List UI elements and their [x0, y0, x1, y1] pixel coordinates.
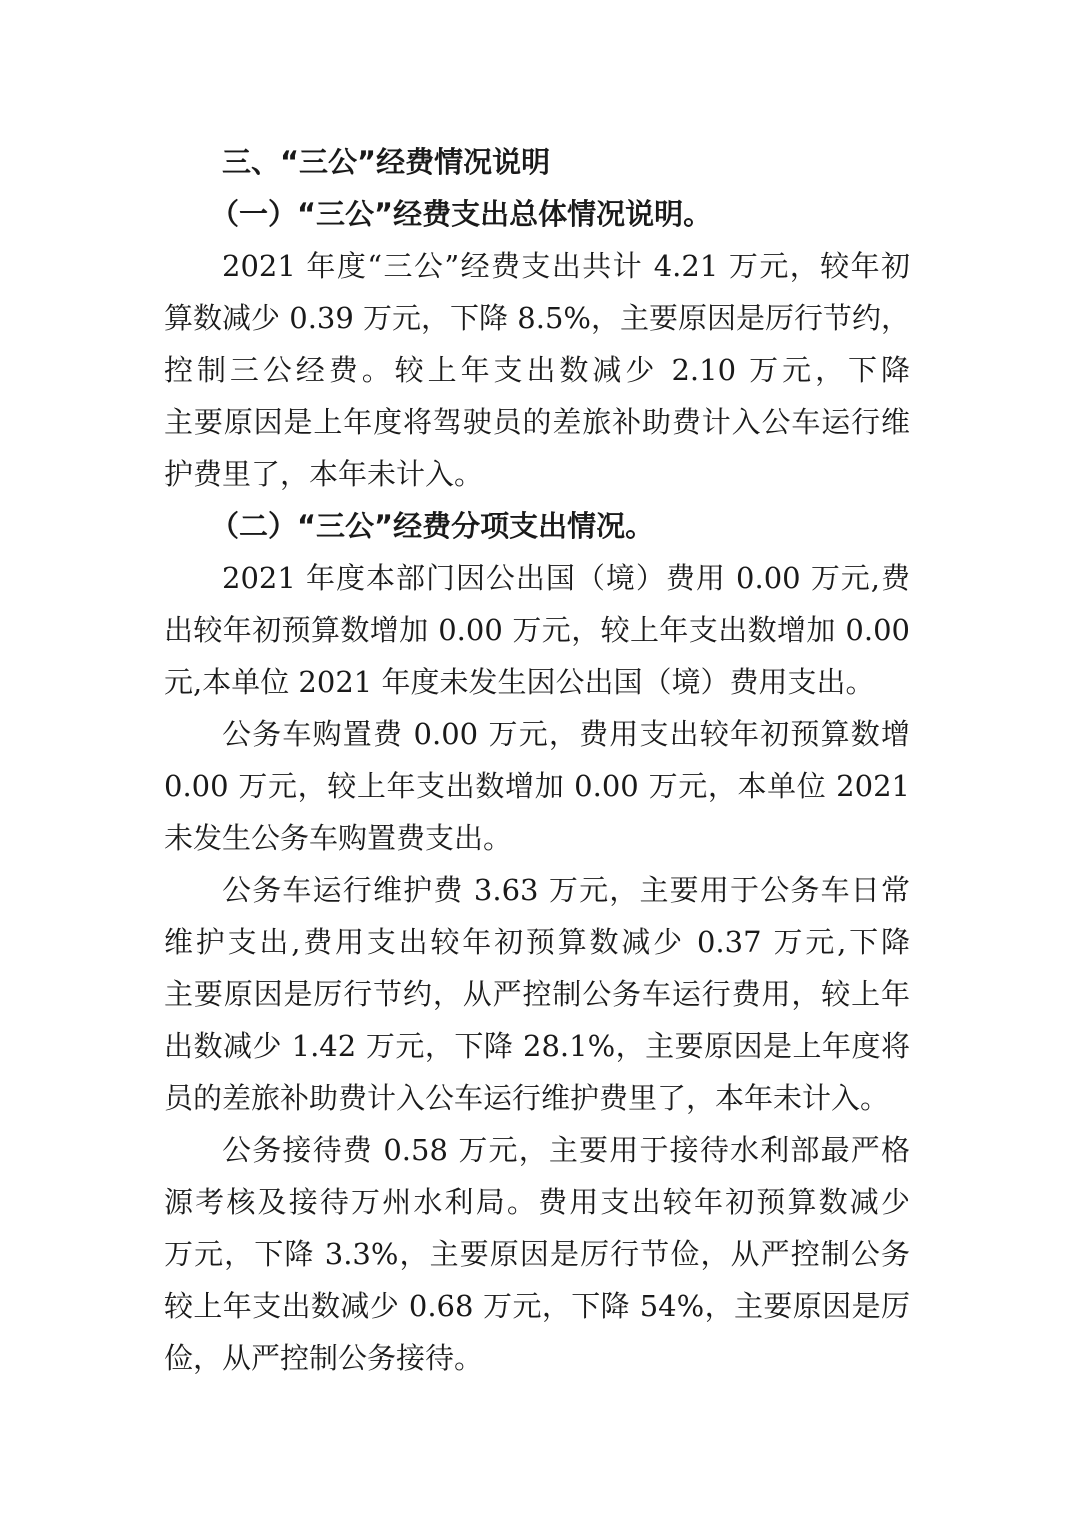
text-line: 公务车购置费 0.00 万元，费用支出较年初预算数增 — [222, 717, 910, 751]
paragraph-overseas-travel — [164, 552, 914, 708]
text-line: 元,本单位 2021 年度未发生因公出国（境）费用支出。 — [164, 665, 875, 699]
subsection-title-2: （二）“三公”经费分项支出情况。 — [210, 509, 655, 543]
text-line: 出较年初预算数增加 0.00 万元，较上年支出数增加 0.00 — [164, 613, 910, 647]
text-line: 主要原因是厉行节约，从严控制公务车运行费用，较上年 — [164, 977, 910, 1011]
text-line: 公务接待费 0.58 万元，主要用于接待水利部最严格 — [222, 1133, 910, 1167]
text-line: 公务车运行维护费 3.63 万元，主要用于公务车日常 — [222, 873, 910, 907]
paragraph-vehicle-purchase — [164, 708, 914, 864]
text-line: 控制三公经费。较上年支出数减少 2.10 万元，下降 — [164, 353, 910, 387]
text-line: 0.00 万元，较上年支出数增加 0.00 万元，本单位 2021 — [164, 769, 910, 803]
text-line: 源考核及接待万州水利局。费用支出较年初预算数减少 — [164, 1185, 910, 1219]
text-line: 出数减少 1.42 万元，下降 28.1%，主要原因是上年度将 — [164, 1029, 910, 1063]
text-line: 万元，下降 3.3%，主要原因是厉行节俭，从严控制公务 — [164, 1237, 910, 1271]
document-body — [164, 136, 914, 1384]
text-line: 2021 年度本部门因公出国（境）费用 0.00 万元,费 — [222, 561, 910, 595]
section-title: 三、“三公”经费情况说明 — [222, 145, 551, 179]
text-line: 护费里了，本年未计入。 — [164, 457, 484, 491]
text-line: 俭，从严控制公务接待。 — [164, 1341, 484, 1375]
text-line: 2021 年度“三公”经费支出共计 4.21 万元，较年初 — [222, 249, 910, 283]
text-line: 主要原因是上年度将驾驶员的差旅补助费计入公车运行维 — [164, 405, 910, 439]
paragraph-reception — [164, 1124, 914, 1384]
text-line: 员的差旅补助费计入公车运行维护费里了，本年未计入。 — [164, 1081, 890, 1115]
text-line: 较上年支出数减少 0.68 万元，下降 54%，主要原因是厉 — [164, 1289, 910, 1323]
text-line: 维护支出,费用支出较年初预算数减少 0.37 万元,下降 — [164, 925, 910, 959]
paragraph-overall — [164, 240, 914, 500]
paragraph-vehicle-maintenance — [164, 864, 914, 1124]
subsection-title-1: （一）“三公”经费支出总体情况说明。 — [210, 197, 713, 231]
text-line: 算数减少 0.39 万元，下降 8.5%，主要原因是厉行节约， — [164, 301, 910, 335]
text-line: 未发生公务车购置费支出。 — [164, 821, 513, 855]
